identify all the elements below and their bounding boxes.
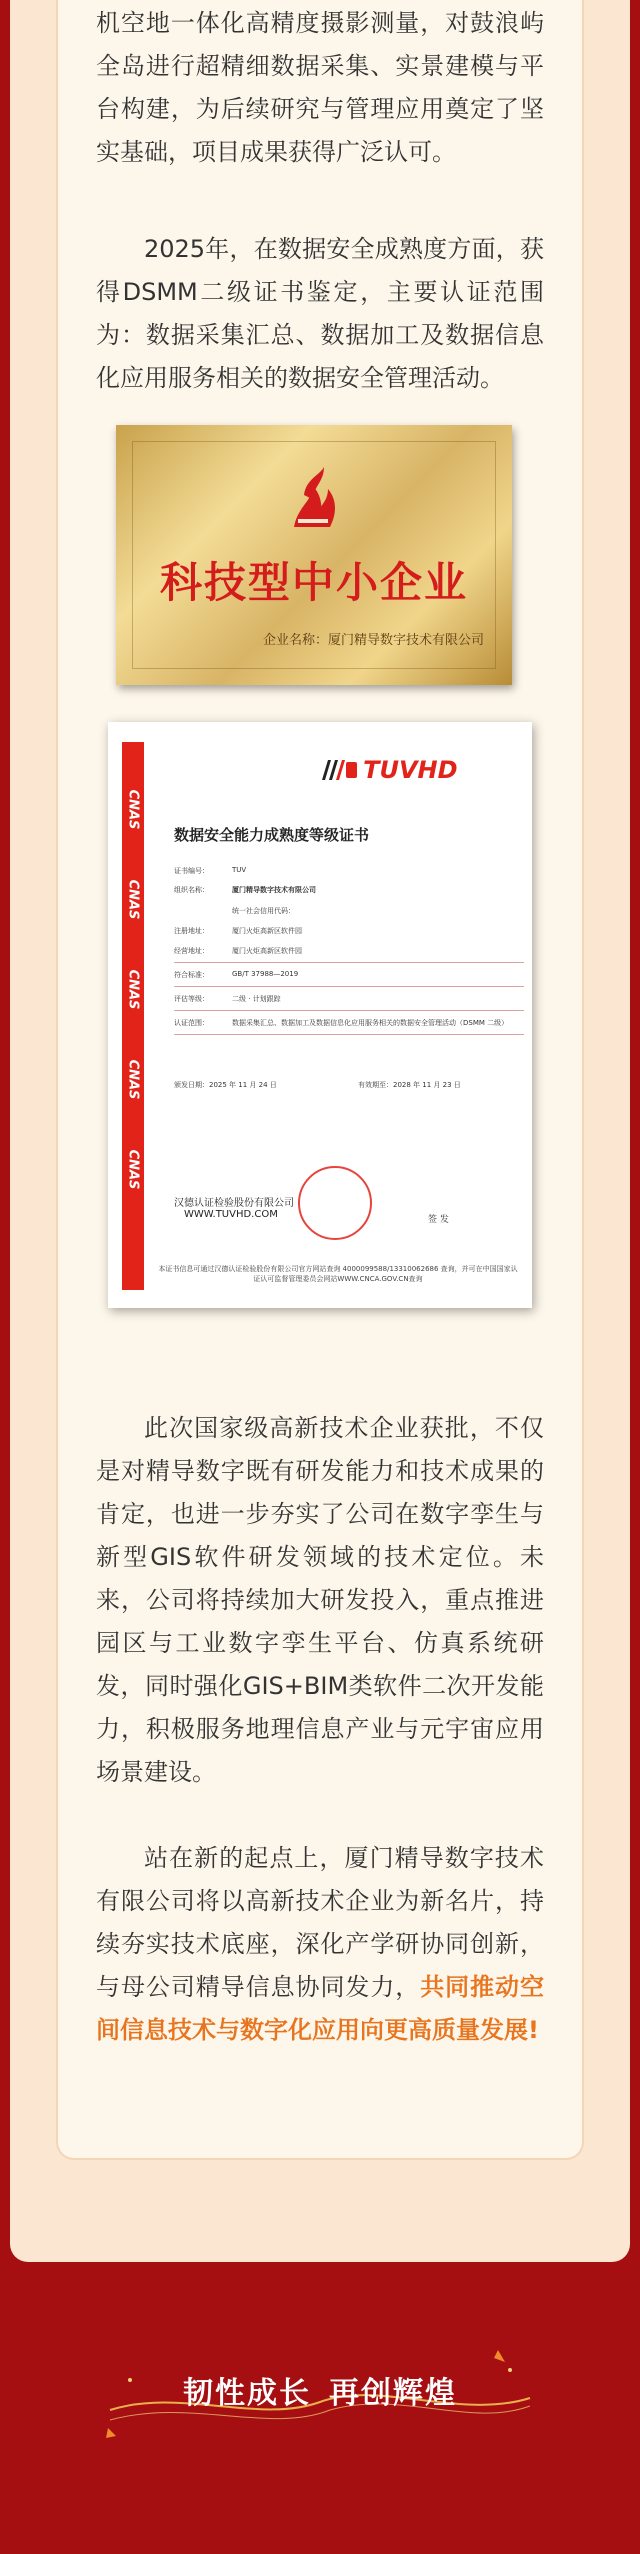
cert-row-label: 符合标准： (174, 971, 209, 979)
slogan-text (100, 2368, 540, 2412)
cert-row (174, 866, 247, 876)
cert-row-value: 厦门火炬高新区软件园 (232, 927, 302, 935)
cert-divider (174, 962, 524, 963)
cert-row-value: 数据采集汇总、数据加工及数据信息化应用服务相关的数据安全管理活动（DSMM 二级） (232, 1019, 509, 1027)
closing-text: 站在新的起点上，厦门精导数字技术有限公司将以高新技术企业为新名片，持续夯实技术底座，深化产学研协同创新，与母公司精导信息协同发力， (96, 1844, 544, 2001)
band-word: CNAS (125, 879, 141, 920)
cert-row (174, 885, 316, 895)
tech-sme-plaque (116, 425, 512, 685)
certificate-title: 数据安全能力成熟度等级证书 (174, 826, 370, 844)
cert-row-label: 评估等级： (174, 995, 209, 1003)
certificate-website: WWW.TUVHD.COM (184, 1209, 278, 1220)
cert-row (174, 926, 302, 936)
paragraph-high-tech: 此次国家级高新技术企业获批，不仅是对精导数字既有研发能力和技术成果的肯定，也进一步夯实了公司在数字孪生与新型GIS软件研发领域的技术定位。未来，公司将持续加大研发投入，重点推进园区与工业数字孪生平台、仿真系统研发，同时强化GIS+BIM类软件二次开发能力，积极服务地理信息产业与元宇宙应用场景建设。 (96, 1414, 544, 1786)
paragraph-new-start (96, 1837, 544, 2052)
cert-row-label: 注册地址： (174, 927, 209, 935)
dsmm-certificate (108, 722, 532, 1308)
slogan-right: 再创辉煌 (329, 2376, 457, 2411)
cert-row-value: 统一社会信用代码： (232, 907, 295, 915)
closing-highlight: 共同推动空间信息技术与数字化应用向更高质量发展! (96, 1973, 544, 2044)
cert-row-label: 证书编号： (174, 867, 209, 875)
band-word: CNAS (125, 1059, 141, 1100)
cert-row-value: 厦门精导数字技术有限公司 (232, 886, 316, 894)
cert-row (174, 1018, 509, 1028)
cert-row-value: 二级 · 计划跟踪 (232, 995, 281, 1003)
cert-issue-date: 颁发日期：2025 年 11 月 24 日 (174, 1081, 277, 1089)
certificate-footer: 本证书信息可通过汉德认证检验股份有限公司官方网站查询 4000099588/13310062686 查询，并可在中国国家认证认可监督管理委员会网站WWW.CNCA.GOV.CN查询 (158, 1265, 518, 1283)
slogan-banner (100, 2340, 540, 2450)
cert-row (174, 970, 299, 980)
certificate-seal (298, 1166, 372, 1240)
cert-row-value: GB/T 37988—2019 (232, 970, 299, 978)
torch-logo-icon (284, 465, 344, 531)
cert-expiry-date: 有效期至：2028 年 11 月 23 日 (358, 1081, 461, 1089)
band-word: CNAS (125, 1149, 141, 1190)
cert-row-label: 认证范围： (174, 1019, 209, 1027)
cert-divider (174, 1010, 524, 1011)
cert-row-label: 经营地址： (174, 947, 209, 955)
cert-row-value: 厦门火炬高新区软件园 (232, 947, 302, 955)
cert-row (174, 946, 302, 956)
band-word: CNAS (125, 969, 141, 1010)
cert-divider (174, 1034, 524, 1035)
cert-row-label: 组织名称： (174, 886, 209, 894)
slogan-left: 韧性成长 (183, 2376, 311, 2411)
tuvhd-mark-icon (318, 758, 358, 782)
paragraph-project: 机空地一体化高精度摄影测量，对鼓浪屿全岛进行超精细数据采集、实景建模与平台构建，为后续研究与管理应用奠定了坚实基础，项目成果获得广泛认可。 (96, 9, 544, 166)
certificate-issuer: 汉德认证检验股份有限公司 (174, 1198, 294, 1209)
certificate-signer: 签 发 (428, 1215, 449, 1225)
tuvhd-wordmark: TUVHD (363, 756, 458, 784)
cert-divider (174, 986, 524, 987)
band-word: CNAS (125, 789, 141, 830)
cert-row-value: TUV (232, 866, 247, 874)
paragraph-dsmm: 2025年，在数据安全成熟度方面，获得DSMM二级证书鉴定，主要认证范围为：数据采集汇总、数据加工及数据信息化应用服务相关的数据安全管理活动。 (96, 235, 544, 392)
certificate-red-band (122, 742, 144, 1290)
cert-row (174, 994, 281, 1004)
plaque-title: 科技型中小企业 (159, 558, 468, 607)
plaque-company: 企业名称：厦门精导数字技术有限公司 (262, 633, 484, 648)
tuvhd-logo (318, 756, 458, 784)
